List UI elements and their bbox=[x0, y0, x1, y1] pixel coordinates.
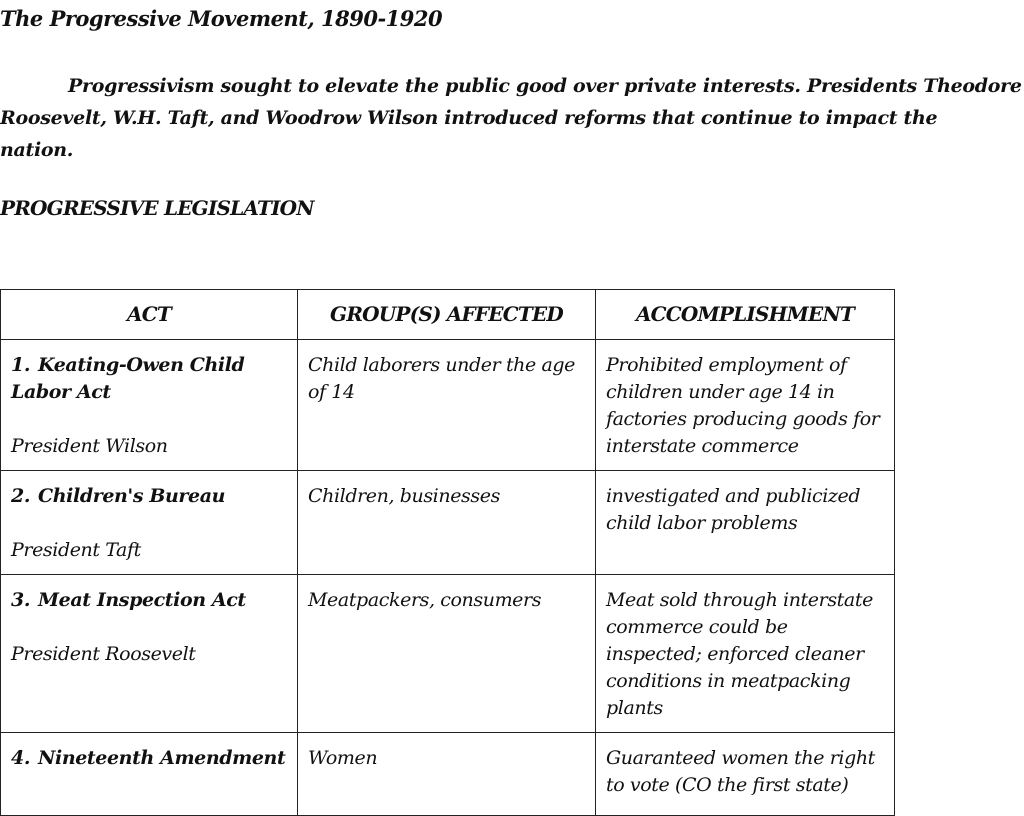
legislation-table bbox=[0, 289, 895, 816]
act-cell bbox=[1, 733, 298, 816]
act-name: Nineteenth Amendment bbox=[38, 747, 286, 769]
accomplishment-cell: Meat sold through interstate commerce could be inspected; enforced cleaner conditions in meatpacking plants bbox=[596, 575, 895, 733]
document-title: The Progressive Movement, 1890-1920 bbox=[0, 6, 443, 31]
groups-cell: Women bbox=[298, 733, 596, 816]
act-number: 1. bbox=[11, 354, 31, 376]
intro-paragraph bbox=[0, 70, 1022, 166]
act-title bbox=[11, 352, 287, 406]
table-row bbox=[1, 575, 895, 733]
act-president: President Taft bbox=[11, 539, 141, 561]
act-name: Keating-Owen Child Labor Act bbox=[11, 354, 245, 403]
table-row bbox=[1, 471, 895, 575]
act-president: President Roosevelt bbox=[11, 643, 196, 665]
act-number: 4. bbox=[11, 747, 31, 769]
act-cell bbox=[1, 471, 298, 575]
act-title bbox=[11, 587, 287, 614]
act-name: Meat Inspection Act bbox=[38, 589, 246, 611]
accomplishment-cell: Prohibited employment of children under age 14 in factories producing goods for interstate commerce bbox=[596, 340, 895, 471]
table-row bbox=[1, 733, 895, 816]
intro-line: Roosevelt, W.H. Taft, and Woodrow Wilson introduced reforms that continue to impact the bbox=[0, 107, 938, 129]
act-title bbox=[11, 483, 287, 510]
header-accomplishment: ACCOMPLISHMENT bbox=[596, 290, 895, 340]
header-groups-affected: GROUP(S) AFFECTED bbox=[298, 290, 596, 340]
accomplishment-cell: investigated and publicized child labor problems bbox=[596, 471, 895, 575]
intro-line: Progressivism sought to elevate the public good over private interests. Presidents Theodore bbox=[68, 75, 1022, 97]
act-name: Children's Bureau bbox=[38, 485, 226, 507]
groups-cell: Child laborers under the age of 14 bbox=[298, 340, 596, 471]
header-act: ACT bbox=[1, 290, 298, 340]
groups-cell: Meatpackers, consumers bbox=[298, 575, 596, 733]
act-number: 2. bbox=[11, 485, 31, 507]
act-cell bbox=[1, 575, 298, 733]
intro-line: nation. bbox=[0, 139, 74, 161]
section-heading: PROGRESSIVE LEGISLATION bbox=[0, 196, 314, 220]
act-cell bbox=[1, 340, 298, 471]
groups-cell: Children, businesses bbox=[298, 471, 596, 575]
act-president: President Wilson bbox=[11, 435, 168, 457]
table-row bbox=[1, 340, 895, 471]
act-number: 3. bbox=[11, 589, 31, 611]
table-header-row bbox=[1, 290, 895, 340]
accomplishment-cell: Guaranteed women the right to vote (CO the first state) bbox=[596, 733, 895, 816]
